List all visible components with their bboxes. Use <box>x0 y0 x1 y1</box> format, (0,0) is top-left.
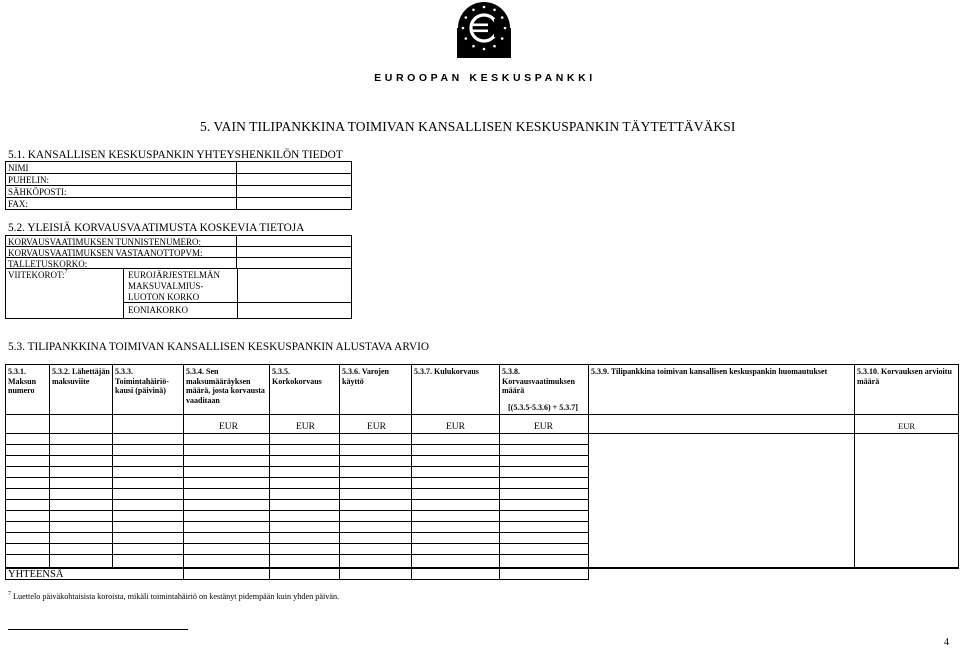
total-row-left <box>5 568 6 580</box>
total-row-bottom <box>5 579 589 580</box>
currency-label: EUR <box>446 422 465 432</box>
column-line <box>339 364 340 580</box>
input-name[interactable] <box>237 162 351 173</box>
column-line <box>854 364 855 568</box>
col-header-remarks: 5.3.9. Tilipankkina toimivan kansallisen keskuspankin huomautukset <box>591 367 828 376</box>
input-claim-date[interactable] <box>237 247 351 257</box>
input-phone[interactable] <box>237 174 351 185</box>
col-header-malfunction-period: 5.3.3. Toimintahäiriö-kausi (päivinä) <box>115 367 169 395</box>
col-header-use-of-funds: 5.3.6. Varojen käyttö <box>342 367 389 386</box>
data-row-line <box>5 455 589 456</box>
label-claim-date: KORVAUSVAATIMUKSEN VASTAANOTTOPVM: <box>8 248 203 258</box>
currency-label: EUR <box>296 422 315 432</box>
data-row-line <box>5 477 589 478</box>
currency-label: EUR <box>367 422 386 432</box>
column-line <box>269 364 270 580</box>
header-bottom-line <box>5 414 959 415</box>
data-row-line <box>5 521 589 522</box>
label-phone: PUHELIN: <box>8 175 49 185</box>
currency-label: EUR <box>219 422 238 432</box>
col-header-payment-amount: 5.3.4. Sen maksumääräyksen määrä, josta korvausta vaaditaan <box>186 367 265 405</box>
input-eonia-rate[interactable] <box>238 303 351 318</box>
page-number: 4 <box>944 637 949 648</box>
option-eonia-rate: EONIAKORKO <box>128 305 188 315</box>
data-row-line <box>5 444 589 445</box>
data-row-line <box>5 466 589 467</box>
col-header-payment-number: 5.3.1. Maksun numero <box>8 367 37 395</box>
column-line <box>499 364 500 580</box>
section-51-heading: 5.1. KANSALLISEN KESKUSPANKIN YHTEYSHENKILÖN TIEDOT <box>8 149 343 161</box>
data-row-line <box>5 532 589 533</box>
currency-label: EUR <box>534 422 553 432</box>
column-line <box>588 364 589 580</box>
label-email: SÄHKÖPOSTI: <box>8 187 67 197</box>
footnote-rule <box>8 629 188 630</box>
col-header-interest-compensation: 5.3.5. Korkokorvaus <box>272 367 322 386</box>
data-row-line <box>5 554 589 555</box>
currency-label: EUR <box>898 421 915 431</box>
footnote: $^7$ Luettelo päiväkohtaisista koroista, mikäli toimintahäiriö on kestänyt pidempään kuin yhden päivän. <box>8 591 340 601</box>
section-53-heading: 5.3. TILIPANKKINA TOIMIVAN KANSALLISEN KESKUSPANKIN ALUSTAVA ARVIO <box>8 341 430 353</box>
input-deposit-rate[interactable] <box>237 258 351 268</box>
data-row-line <box>5 499 589 500</box>
section-52-heading: 5.2. YLEISIÄ KORVAUSVAATIMUSTA KOSKEVIA TIETOJA <box>8 222 305 234</box>
input-claim-id[interactable] <box>237 236 351 246</box>
col-header-claim-amount: 5.3.8. Korvausvaatimuksen määrä <box>502 367 575 395</box>
total-row-divider <box>183 568 184 580</box>
currency-row-line <box>5 433 959 434</box>
col-header-sender-reference: 5.3.2. Lähettäjän maksuviite <box>52 367 110 386</box>
claim-amount-formula: [(5.3.5-5.3.6) + 5.3.7] <box>508 403 578 412</box>
page-title: 5. VAIN TILIPANKKINA TOIMIVAN KANSALLISEN KESKUSPANKIN TÄYTETTÄVÄKSI <box>200 119 736 134</box>
label-reference-rates: VIITEKOROT:$^7$ <box>8 269 68 280</box>
input-fax[interactable] <box>237 198 351 209</box>
ecb-logo <box>450 2 518 58</box>
label-name: NIMI <box>8 163 29 173</box>
label-deposit-rate: TALLETUSKORKO: <box>8 259 88 269</box>
total-label: YHTEENSÄ <box>8 569 64 580</box>
data-row-line <box>5 488 589 489</box>
col-header-estimated-amount: 5.3.10. Korvauksen arvioitu määrä <box>857 367 952 386</box>
label-fax: FAX: <box>8 199 28 209</box>
option-marginal-lending-rate: EUROJÄRJESTELMÄN MAKSUVALMIUS- LUOTON KORKO <box>128 270 221 302</box>
data-row-line <box>5 568 959 569</box>
data-row-line <box>5 543 589 544</box>
data-row-line <box>5 510 589 511</box>
bank-name: EUROOPAN KESKUSPANKKI <box>374 72 596 84</box>
input-email[interactable] <box>237 186 351 197</box>
col-header-cost-compensation: 5.3.7. Kulukorvaus <box>414 367 479 376</box>
claim-table-divider <box>123 268 124 319</box>
label-claim-id: KORVAUSVAATIMUKSEN TUNNISTENUMERO: <box>8 237 202 247</box>
input-marginal-lending-rate[interactable] <box>238 269 351 302</box>
column-line <box>411 364 412 580</box>
